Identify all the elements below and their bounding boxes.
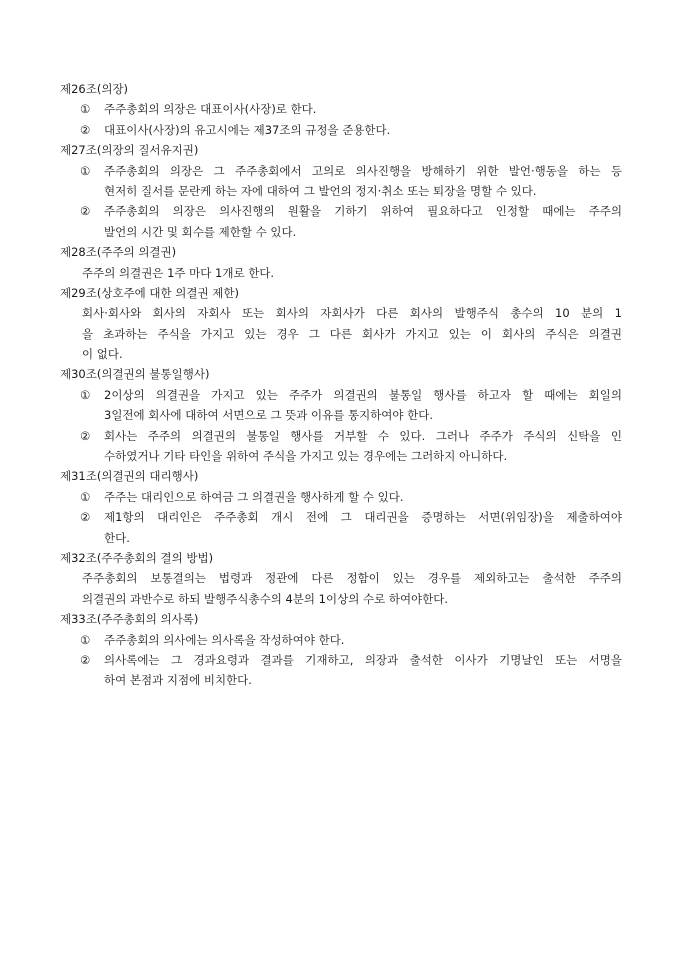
article-33 [60, 609, 622, 691]
article-28 [60, 242, 622, 283]
article-paragraph: 의결권의 과반수로 하되 발행주식총수의 4분의 1이상의 수로 하여야한다. [82, 591, 449, 606]
clause-continuation: 수하였거나 기타 타인을 위하여 주식을 가지고 있는 경우에는 그러하지 아니하다. [104, 449, 508, 464]
article-title: 제32조(주주총회의 결의 방법) [60, 550, 214, 565]
clause [60, 650, 622, 670]
article-32 [60, 548, 622, 609]
article-paragraph: 을 초과하는 주식을 가지고 있는 경우 그 다른 회사가 가지고 있는 이 회사의 주식은 의결권 [82, 326, 622, 341]
article-title: 제28조(주주의 의결권) [60, 245, 177, 260]
clause-continuation: 현저히 질서를 문란케 하는 자에 대하여 그 발언의 정지·취소 또는 퇴장을 명할 수 있다. [104, 183, 537, 198]
clause [60, 507, 622, 527]
clause-number: ① [80, 632, 91, 647]
clause-continuation: 발언의 시간 및 회수를 제한할 수 있다. [104, 224, 297, 239]
clause-text: 주주총회의 의장은 대표이사(사장)로 한다. [104, 102, 317, 117]
article-title: 제31조(의결권의 대리행사) [60, 469, 199, 484]
article-31 [60, 466, 622, 548]
clause [60, 385, 622, 405]
clause-text: 주주는 대리인으로 하여금 그 의결권을 행사하게 할 수 있다. [104, 489, 404, 504]
article-title: 제33조(주주총회의 의사록) [60, 612, 199, 627]
clause [60, 99, 622, 119]
clause-text: 제1항의 대리인은 주주총회 개시 전에 그 대리권을 증명하는 서면(위임장)을 제출하여야 [104, 510, 622, 525]
article-title: 제26조(의장) [60, 82, 129, 96]
clause-text: 대표이사(사장)의 유고시에는 제37조의 규정을 준용한다. [104, 122, 391, 137]
clause-number: ② [80, 428, 91, 443]
clause-number: ① [80, 489, 91, 504]
clause-continuation: 3일전에 회사에 대하여 서면으로 그 뜻과 이유를 통지하여야 한다. [104, 408, 434, 423]
clause-number: ② [80, 204, 91, 219]
clause [60, 487, 622, 507]
clause [60, 120, 622, 140]
article-29 [60, 283, 622, 365]
article-title: 제27조(의장의 질서유지권) [60, 143, 199, 158]
article-title: 제30조(의결권의 불통일행사) [60, 367, 210, 382]
article-paragraph: 주주총회의 보통결의는 법령과 정관에 다른 정함이 있는 경우를 제외하고는 출석한 주주의 [82, 571, 622, 586]
clause [60, 201, 622, 221]
clause-number: ② [80, 510, 91, 525]
article-paragraph: 회사·회사와 회사의 자회사 또는 회사의 자회사가 다른 회사의 발행주식 총수의 10 분의 1 [82, 306, 622, 321]
clause-continuation: 한다. [104, 530, 130, 545]
clause-text: 주주총회의 의장은 그 주주총회에서 고의로 의사진행을 방해하기 위한 발언·행동을 하는 등 [104, 163, 622, 178]
article-30 [60, 364, 622, 466]
article-paragraph: 주주의 의결권은 1주 마다 1개로 한다. [82, 265, 275, 280]
article-title: 제29조(상호주에 대한 의결권 제한) [60, 285, 239, 300]
clause-number: ② [80, 122, 91, 137]
clause-text: 의사록에는 그 경과요령과 결과를 기재하고, 의장과 출석한 이사가 기명날인 또는 서명을 [104, 652, 622, 667]
clause-number: ② [80, 652, 91, 667]
article-27 [60, 140, 622, 242]
clause-continuation: 하여 본점과 지점에 비치한다. [104, 673, 252, 688]
clause [60, 426, 622, 446]
article-paragraph: 이 없다. [82, 347, 123, 362]
clause-number: ① [80, 387, 91, 402]
clause [60, 630, 622, 650]
clause-text: 주주총회의 의장은 의사진행의 원활을 기하기 위하여 필요하다고 인정할 때에는 주주의 [104, 204, 622, 219]
clause-text: 2이상의 의결권을 가지고 있는 주주가 의결권의 불통일 행사를 하고자 할 때에는 회일의 [104, 387, 622, 402]
clause-text: 주주총회의 의사에는 의사록을 작성하여야 한다. [104, 632, 345, 647]
clause [60, 161, 622, 181]
clause-number: ① [80, 102, 91, 117]
article-26 [60, 79, 622, 140]
clause-text: 회사는 주주의 의결권의 불통일 행사를 거부할 수 있다. 그러나 주주가 주식의 신탁을 인 [104, 428, 622, 443]
document-body [60, 79, 622, 691]
clause-number: ① [80, 163, 91, 178]
